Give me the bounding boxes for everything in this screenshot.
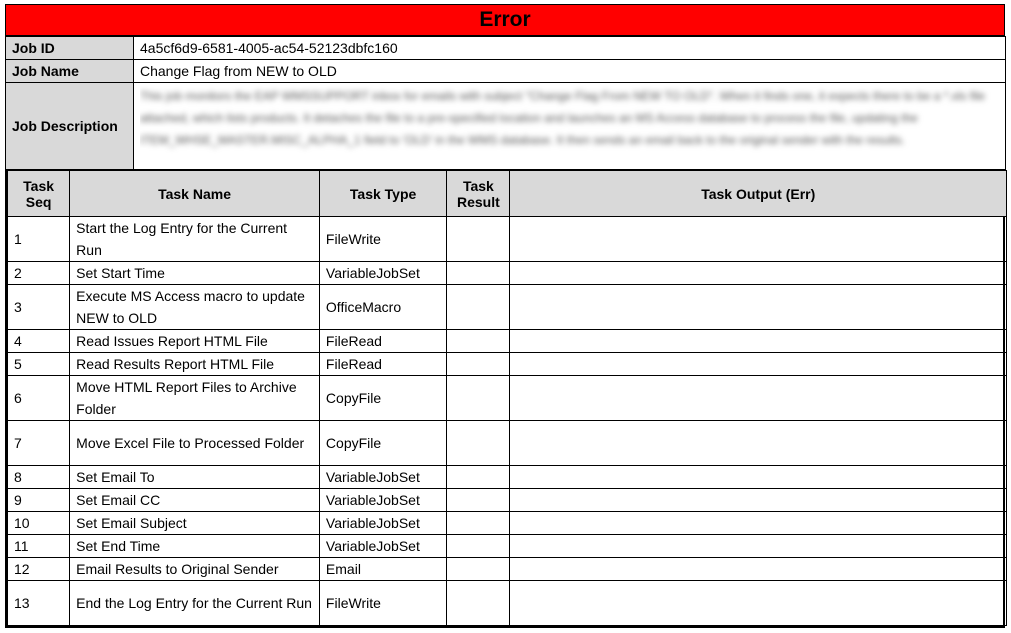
task-output <box>510 535 1007 558</box>
task-name: Set Start Time <box>70 262 320 285</box>
task-seq: 1 <box>8 217 70 262</box>
task-type: FileWrite <box>319 581 446 626</box>
task-seq: 13 <box>8 581 70 626</box>
job-id-value: 4a5cf6d9-6581-4005-ac54-52123dbfc160 <box>134 37 1006 60</box>
task-type: VariableJobSet <box>319 262 446 285</box>
task-name: Set Email CC <box>70 489 320 512</box>
table-row <box>8 512 1007 535</box>
job-report <box>5 4 1005 628</box>
task-seq: 11 <box>8 535 70 558</box>
task-output <box>510 217 1007 262</box>
task-result <box>447 489 510 512</box>
task-seq: 4 <box>8 330 70 353</box>
col-task-type: Task Type <box>319 171 446 217</box>
task-type: Email <box>319 558 446 581</box>
col-task-output: Task Output (Err) <box>510 171 1007 217</box>
task-output <box>510 421 1007 466</box>
table-row <box>8 466 1007 489</box>
task-seq: 10 <box>8 512 70 535</box>
task-type: FileWrite <box>319 217 446 262</box>
task-name: Read Issues Report HTML File <box>70 330 320 353</box>
task-result <box>447 535 510 558</box>
table-row <box>8 558 1007 581</box>
task-result <box>447 217 510 262</box>
table-row <box>8 285 1007 330</box>
task-seq: 9 <box>8 489 70 512</box>
task-type: VariableJobSet <box>319 535 446 558</box>
task-name: Start the Log Entry for the Current Run <box>70 217 320 262</box>
task-seq: 12 <box>8 558 70 581</box>
task-seq: 3 <box>8 285 70 330</box>
task-type: VariableJobSet <box>319 489 446 512</box>
col-task-result: Task Result <box>447 171 510 217</box>
task-name: Read Results Report HTML File <box>70 353 320 376</box>
task-seq: 7 <box>8 421 70 466</box>
job-description-text: This job monitors the EAP WMSSUPPORT inbox for emails with subject "Change Flag From NEW TO OLD". When it finds one, it expects there to be a *.xls file attached, which lists products. It detaches the file to a pre-specified location and launches an MS Access database to process the file, updating the ITEM_WHSE_MASTER.MISC_ALPHA_1 field to 'OLD' in the WMS database. It then sends an email back to the original sender with the results. <box>140 89 986 147</box>
task-type: VariableJobSet <box>319 512 446 535</box>
task-name: Set Email To <box>70 466 320 489</box>
job-id-label: Job ID <box>6 37 134 60</box>
task-output <box>510 489 1007 512</box>
job-description-label: Job Description <box>6 83 134 170</box>
task-seq: 2 <box>8 262 70 285</box>
task-result <box>447 512 510 535</box>
task-output <box>510 466 1007 489</box>
task-result <box>447 262 510 285</box>
task-type: CopyFile <box>319 421 446 466</box>
task-seq: 6 <box>8 376 70 421</box>
table-row <box>8 217 1007 262</box>
task-table-wrapper <box>5 170 1005 628</box>
job-name-label: Job Name <box>6 60 134 83</box>
task-table <box>7 170 1007 626</box>
error-title: Error <box>5 4 1005 36</box>
task-result <box>447 466 510 489</box>
task-result <box>447 376 510 421</box>
task-output <box>510 558 1007 581</box>
task-name: Move HTML Report Files to Archive Folder <box>70 376 320 421</box>
task-output <box>510 285 1007 330</box>
task-output <box>510 353 1007 376</box>
task-output <box>510 512 1007 535</box>
job-info-table <box>5 36 1006 170</box>
task-result <box>447 558 510 581</box>
table-row <box>8 353 1007 376</box>
task-type: FileRead <box>319 330 446 353</box>
task-name: Email Results to Original Sender <box>70 558 320 581</box>
table-row <box>8 421 1007 466</box>
table-row <box>8 376 1007 421</box>
task-seq: 8 <box>8 466 70 489</box>
task-type: VariableJobSet <box>319 466 446 489</box>
table-row <box>8 489 1007 512</box>
task-type: OfficeMacro <box>319 285 446 330</box>
table-row <box>8 535 1007 558</box>
table-row <box>8 581 1007 626</box>
task-type: FileRead <box>319 353 446 376</box>
task-output <box>510 262 1007 285</box>
task-name: Set Email Subject <box>70 512 320 535</box>
table-row <box>8 330 1007 353</box>
task-output <box>510 376 1007 421</box>
col-task-name: Task Name <box>70 171 320 217</box>
task-output <box>510 581 1007 626</box>
task-name: Set End Time <box>70 535 320 558</box>
task-output <box>510 330 1007 353</box>
task-result <box>447 353 510 376</box>
table-row <box>8 262 1007 285</box>
task-name: Execute MS Access macro to update NEW to OLD <box>70 285 320 330</box>
task-name: Move Excel File to Processed Folder <box>70 421 320 466</box>
task-type: CopyFile <box>319 376 446 421</box>
task-result <box>447 330 510 353</box>
job-name-value: Change Flag from NEW to OLD <box>134 60 1006 83</box>
task-result <box>447 581 510 626</box>
task-result <box>447 285 510 330</box>
job-description-value <box>134 83 1006 170</box>
task-seq: 5 <box>8 353 70 376</box>
task-name: End the Log Entry for the Current Run <box>70 581 320 626</box>
col-task-seq: Task Seq <box>8 171 70 217</box>
task-result <box>447 421 510 466</box>
